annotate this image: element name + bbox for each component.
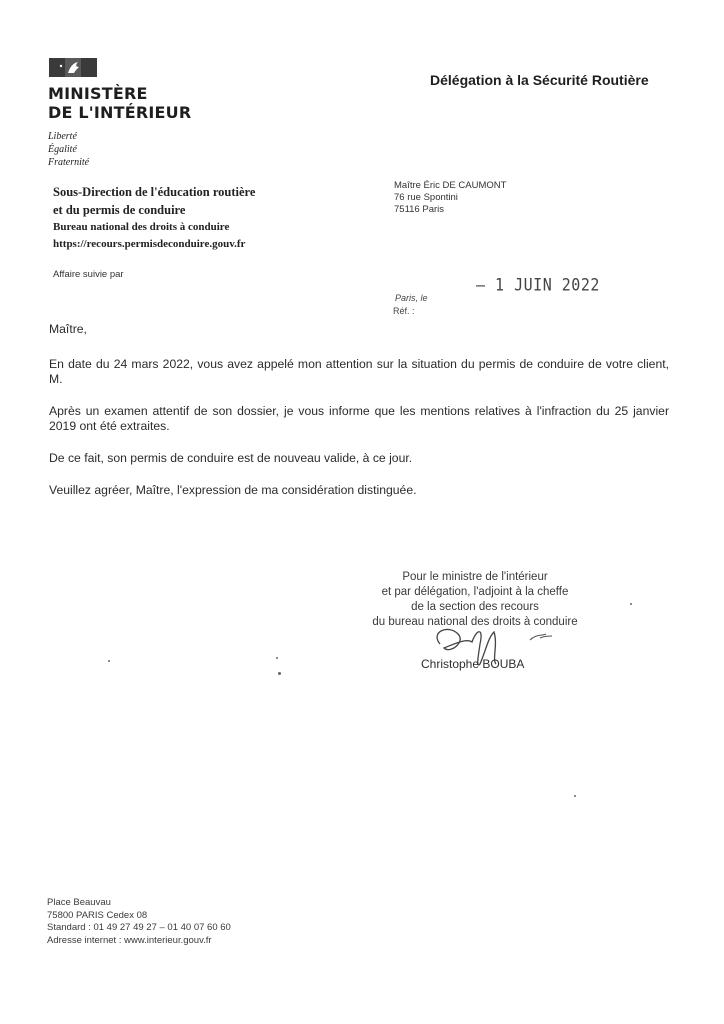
scan-speck <box>278 672 281 675</box>
ministry-name <box>48 84 191 122</box>
recipient-name: Maître Éric DE CAUMONT <box>394 180 507 191</box>
signature-line: du bureau national des droits à conduire <box>372 616 578 628</box>
scan-speck <box>108 660 110 662</box>
reference-label: Réf. : <box>393 306 415 316</box>
footer-line: Place Beauvau <box>47 897 111 908</box>
recipient-city: 75116 Paris <box>394 204 444 215</box>
body-paragraph: Après un examen attentif de son dossier, je vous informe que les mentions relatives à l'infraction du 25 janvier 2019 ont été extraites. <box>49 404 669 433</box>
signature-line: de la section des recours <box>411 601 539 613</box>
salutation: Maître, <box>49 322 87 336</box>
recipient-address <box>394 180 506 216</box>
sender-bureau: Bureau national des droits à conduire <box>53 221 230 233</box>
footer-line: Adresse internet : www.interieur.gouv.fr <box>47 934 212 946</box>
body-paragraph: De ce fait, son permis de conduire est de nouveau valide, à ce jour. <box>49 451 413 465</box>
body-paragraph: En date du 24 mars 2022, vous avez appelé mon attention sur la situation du permis de conduire de votre client, M. <box>49 357 669 386</box>
signature-line: et par délégation, l'adjoint à la cheffe <box>381 586 569 598</box>
footer-address <box>47 897 231 947</box>
scan-speck <box>630 603 632 605</box>
signature-line: Pour le ministre de l'intérieur <box>402 571 548 583</box>
motto-fraternite: Fraternité <box>48 157 90 168</box>
date-stamp: – 1 JUIN 2022 <box>476 275 600 295</box>
sender-subdirection-cont: et du permis de conduire <box>53 203 186 217</box>
recipient-street: 76 rue Spontini <box>394 192 458 203</box>
place-date-label: Paris, le <box>395 293 428 303</box>
footer-line: Standard : 01 49 27 49 27 – 01 40 07 60 60 <box>47 922 231 933</box>
signer-name: Christophe BOUBA <box>421 657 525 671</box>
sender-subdirection: Sous-Direction de l'éducation routière <box>53 185 256 199</box>
sender-website: https://recours.permisdeconduire.gouv.fr <box>53 238 246 250</box>
sender-block <box>53 183 255 253</box>
delegation-title: Délégation à la Sécurité Routière <box>430 72 649 88</box>
followed-by-label: Affaire suivie par <box>53 269 124 280</box>
scan-speck <box>574 795 576 797</box>
ministry-line-1: MINISTÈRE <box>48 84 148 103</box>
marianne-logo-icon <box>49 58 97 77</box>
letter-body <box>49 322 669 515</box>
ministry-line-2: DE L'INTÉRIEUR <box>48 103 192 122</box>
motto-egalite: Égalité <box>48 144 77 155</box>
footer-line: 75800 PARIS Cedex 08 <box>47 909 148 921</box>
motto-liberte: Liberté <box>48 131 77 142</box>
scan-speck <box>276 657 278 659</box>
republic-motto <box>48 130 89 169</box>
closing-paragraph: Veuillez agréer, Maître, l'expression de ma considération distinguée. <box>49 483 417 497</box>
